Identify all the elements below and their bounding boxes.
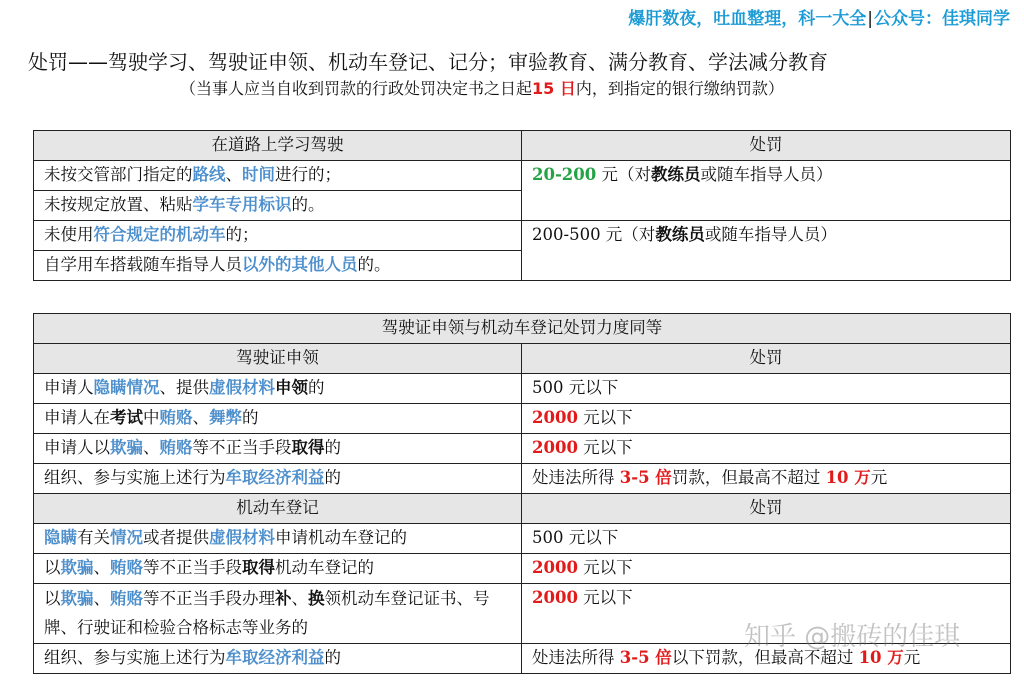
text-segment: 等不正当手段	[192, 438, 292, 457]
penalty-cell	[522, 161, 1011, 221]
keyword: 虚假材料	[209, 378, 275, 397]
penalty-cap: 10 万	[858, 648, 904, 667]
keyword: 考试	[110, 408, 143, 427]
keyword: 教练员	[651, 165, 701, 184]
text-segment: 、	[225, 165, 242, 184]
keyword: 欺骗	[60, 589, 94, 608]
text-segment: 的	[308, 378, 325, 397]
text-segment: 的	[242, 408, 259, 427]
text-segment: 元（对	[596, 165, 652, 184]
offense-cell	[34, 644, 522, 674]
text-segment: 、	[291, 589, 308, 608]
keyword: 欺骗	[110, 438, 143, 457]
text-segment: 罚款，但最高不超过	[671, 468, 826, 487]
keyword: 符合规定的机动车	[93, 225, 226, 244]
penalty-multiple: 3-5 倍	[619, 648, 672, 667]
keyword: 隐瞒情况	[93, 378, 160, 397]
table-header-row	[34, 131, 1011, 161]
text-segment: 领机动车登记证书、号牌、行驶证和检验合格标志等业务的	[44, 589, 490, 637]
text-segment: 的	[324, 468, 341, 487]
table-row	[34, 374, 1011, 404]
penalty-cell	[522, 464, 1011, 494]
text-segment: 自学用车搭载随车指导人员	[44, 255, 242, 274]
text-segment: 等不正当手段办理	[143, 589, 275, 608]
text-segment: 元以下	[577, 588, 633, 607]
penalty-cell	[522, 554, 1011, 584]
keyword: 申领	[275, 378, 308, 397]
offense-cell	[34, 161, 522, 191]
text-segment: 、提供	[159, 378, 209, 397]
penalty-amount: 2000	[532, 408, 578, 427]
penalty-cell	[522, 404, 1011, 434]
text-segment: 或随车指导人员）	[704, 225, 837, 244]
keyword: 隐瞒	[44, 528, 77, 547]
subtitle-after: 内，到指定的银行缴纳罚款）	[575, 79, 784, 98]
text-segment: 未使用	[44, 225, 94, 244]
column-header-offense: 在道路上学习驾驶	[34, 131, 522, 161]
text-segment: 的	[324, 438, 341, 457]
text-segment: 处违法所得	[532, 468, 620, 487]
text-segment: 申请人在	[44, 408, 110, 427]
section-header-license: 驾驶证申领	[34, 344, 522, 374]
offense-cell	[34, 221, 522, 251]
keyword: 取得	[291, 438, 325, 457]
penalty-amount: 2000	[532, 588, 578, 607]
text-segment: 元以下	[577, 438, 633, 457]
offense-cell	[34, 404, 522, 434]
section-header-row	[34, 344, 1011, 374]
text-segment: 或随车指导人员）	[700, 165, 833, 184]
keyword: 牟取经济利益	[225, 468, 325, 487]
text-segment: 中	[143, 408, 160, 427]
penalty-amount: 2000	[532, 558, 578, 577]
table-row	[34, 404, 1011, 434]
text-segment: 处违法所得	[532, 648, 620, 667]
table-row	[34, 221, 1011, 251]
penalty-amount: 20-200	[532, 165, 597, 184]
text-segment: 未按交管部门指定的	[44, 165, 193, 184]
column-header-penalty: 处罚	[522, 344, 1011, 374]
keyword: 牟取经济利益	[225, 648, 325, 667]
offense-cell	[34, 584, 522, 644]
text-segment: 、	[192, 408, 209, 427]
text-segment: 申请机动车登记的	[275, 528, 407, 547]
offense-cell	[34, 434, 522, 464]
table-main-header-row	[34, 314, 1011, 344]
text-segment: 组织、参与实施上述行为	[44, 468, 226, 487]
table-row	[34, 161, 1011, 191]
keyword: 时间	[242, 165, 275, 184]
header-separator: |	[867, 9, 873, 29]
offense-cell	[34, 374, 522, 404]
text-segment: 以	[44, 589, 61, 608]
header-slogan: 爆肝数夜，吐血整理，科一大全	[628, 9, 867, 29]
keyword: 虚假材料	[209, 528, 275, 547]
text-segment: 以	[44, 558, 61, 577]
text-segment: 的；	[225, 225, 259, 244]
text-segment: 的。	[357, 255, 391, 274]
text-segment: 元	[870, 468, 888, 487]
penalty-amount: 2000	[532, 438, 578, 457]
text-segment: 申请人	[44, 378, 94, 397]
watermark: 知乎 @搬砖的佳琪	[744, 622, 961, 652]
penalty-cell	[522, 221, 1011, 281]
subtitle-days: 15 日	[532, 79, 576, 98]
text-segment: 元	[903, 648, 921, 667]
table-row	[34, 434, 1011, 464]
offense-cell	[34, 191, 522, 221]
text-segment: 的	[324, 648, 341, 667]
keyword: 以外的其他人员	[242, 255, 358, 274]
keyword: 欺骗	[60, 558, 94, 577]
keyword: 换	[308, 589, 325, 608]
text-segment: 以下罚款，但最高不超过	[671, 648, 859, 667]
penalty-cap: 10 万	[825, 468, 871, 487]
keyword: 贿赂	[159, 408, 193, 427]
text-segment: 、	[93, 589, 110, 608]
text-segment: 有关	[77, 528, 110, 547]
keyword: 补	[275, 589, 292, 608]
offense-cell	[34, 464, 522, 494]
text-segment: 200-500 元（对	[532, 225, 656, 244]
penalty-cell: 500 元以下	[522, 524, 1011, 554]
offense-cell	[34, 554, 522, 584]
section-header-vehicle: 机动车登记	[34, 494, 522, 524]
text-segment: 机动车登记的	[275, 558, 374, 577]
text-segment: 、	[93, 558, 110, 577]
text-segment: 或者提供	[143, 528, 209, 547]
page-header	[628, 4, 1010, 29]
keyword: 舞弊	[209, 408, 242, 427]
keyword: 取得	[242, 558, 275, 577]
penalty-cell: 500 元以下	[522, 374, 1011, 404]
text-segment: 、	[143, 438, 160, 457]
penalty-multiple: 3-5 倍	[619, 468, 672, 487]
table-row	[34, 554, 1011, 584]
table-main-header: 驾驶证申领与机动车登记处罚力度同等	[34, 314, 1011, 344]
text-segment: 未按规定放置、粘贴	[44, 195, 193, 214]
column-header-penalty: 处罚	[522, 131, 1011, 161]
keyword: 贿赂	[110, 558, 143, 577]
text-segment: 申请人以	[44, 438, 110, 457]
keyword: 学车专用标识	[192, 195, 292, 214]
page-subtitle	[180, 76, 784, 99]
table-row	[34, 464, 1011, 494]
header-account: 公众号：佳琪同学	[874, 9, 1010, 29]
text-segment: 元以下	[577, 408, 633, 427]
text-segment: 元以下	[577, 558, 633, 577]
keyword: 贿赂	[110, 589, 143, 608]
keyword: 路线	[192, 165, 226, 184]
text-segment: 组织、参与实施上述行为	[44, 648, 226, 667]
column-header-penalty: 处罚	[522, 494, 1011, 524]
page-title: 处罚——驾驶学习、驾驶证申领、机动车登记、记分；审验教育、满分教育、学法减分教育	[28, 50, 828, 74]
subtitle-before: （当事人应当自收到罚款的行政处罚决定书之日起	[180, 79, 533, 98]
penalty-cell	[522, 434, 1011, 464]
keyword: 贿赂	[159, 438, 193, 457]
keyword: 教练员	[655, 225, 705, 244]
offense-cell	[34, 524, 522, 554]
text-segment: 等不正当手段	[143, 558, 242, 577]
offense-cell	[34, 251, 522, 281]
text-segment: 进行的；	[275, 165, 341, 184]
text-segment: 的。	[291, 195, 325, 214]
keyword: 情况	[110, 528, 143, 547]
learning-penalty-table	[33, 130, 1011, 281]
table-row	[34, 524, 1011, 554]
section-header-row	[34, 494, 1011, 524]
